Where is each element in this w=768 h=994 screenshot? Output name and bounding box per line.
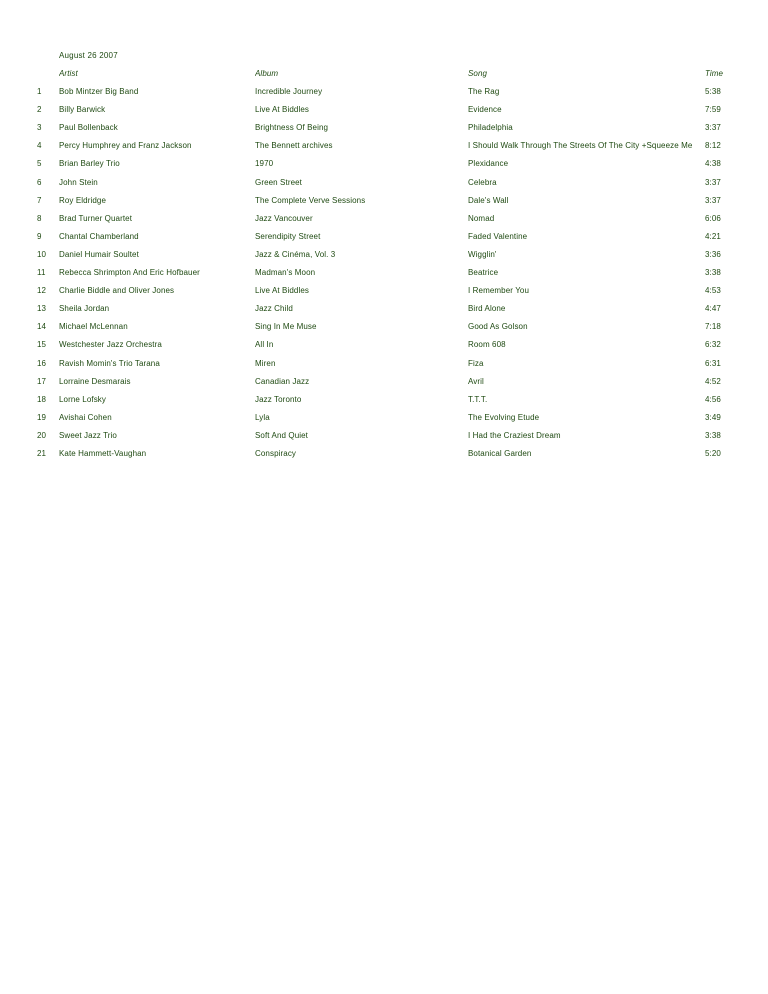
track-song: Bird Alone	[468, 304, 506, 314]
track-artist: Roy Eldridge	[59, 195, 107, 205]
track-album: The Bennett archives	[255, 141, 333, 151]
table-row	[0, 214, 768, 232]
track-song: Fiza	[468, 358, 484, 368]
track-album: Conspiracy	[255, 449, 297, 458]
track-album: Serendipity Street	[255, 231, 321, 241]
track-song: Celebra	[468, 177, 497, 187]
track-album: 1970	[255, 159, 274, 169]
table-row	[0, 286, 768, 304]
table-header	[0, 69, 768, 87]
track-artist: Paul Bollenback	[59, 123, 118, 133]
track-time: 4:53	[705, 286, 721, 296]
track-time: 3:38	[705, 268, 721, 277]
track-time: 3:37	[705, 195, 721, 205]
track-artist: Sweet Jazz Trio	[59, 430, 117, 440]
track-artist: Lorne Lofsky	[59, 394, 107, 404]
track-album: Sing In Me Muse	[255, 322, 317, 332]
track-time: 3:38	[705, 430, 721, 440]
track-song: Wigglin'	[468, 249, 497, 259]
track-album: Jazz Toronto	[255, 394, 302, 404]
track-artist: Chantal Chamberland	[59, 231, 139, 241]
track-number: 10	[37, 249, 47, 259]
track-song: Nomad	[468, 213, 495, 223]
track-song: Avril	[468, 376, 484, 386]
track-number: 14	[37, 322, 47, 332]
table-row	[0, 141, 768, 159]
header-time: Time	[705, 69, 724, 78]
track-artist: Ravish Momin's Trio Tarana	[59, 358, 160, 368]
table-row	[0, 449, 768, 467]
track-number: 6	[37, 177, 42, 187]
track-time: 4:38	[705, 159, 721, 169]
track-song: Evidence	[468, 105, 502, 115]
track-number: 15	[37, 340, 47, 350]
header-artist: Artist	[59, 69, 78, 78]
track-number: 21	[37, 449, 47, 458]
track-artist: Lorraine Desmarais	[59, 376, 131, 386]
table-row	[0, 322, 768, 340]
track-time: 3:37	[705, 123, 721, 133]
track-song: The Rag	[468, 87, 500, 96]
track-album: Canadian Jazz	[255, 376, 310, 386]
track-artist: Kate Hammett-Vaughan	[59, 449, 147, 458]
table-row	[0, 268, 768, 286]
track-number: 16	[37, 358, 47, 368]
track-artist: Percy Humphrey and Franz Jackson	[59, 141, 192, 151]
track-number: 13	[37, 304, 47, 314]
track-album: Brightness Of Being	[255, 123, 329, 133]
table-row	[0, 359, 768, 377]
track-time: 4:52	[705, 376, 721, 386]
track-number: 18	[37, 394, 47, 404]
table-row	[0, 250, 768, 268]
track-album: Green Street	[255, 177, 303, 187]
track-time: 3:36	[705, 249, 721, 259]
track-album: Lyla	[255, 412, 270, 422]
track-number: 2	[37, 105, 42, 115]
track-number: 5	[37, 159, 42, 169]
track-artist: Sheila Jordan	[59, 304, 110, 314]
playlist-date: August 26 2007	[59, 51, 118, 60]
track-number: 20	[37, 430, 47, 440]
track-album: Jazz Child	[255, 304, 293, 314]
track-time: 4:47	[705, 304, 721, 314]
track-song: T.T.T.	[468, 394, 488, 404]
table-row	[0, 232, 768, 250]
track-song: Plexidance	[468, 159, 509, 169]
track-song: Dale's Wall	[468, 195, 509, 205]
track-time: 7:18	[705, 322, 721, 332]
track-song: Faded Valentine	[468, 231, 528, 241]
track-time: 8:12	[705, 141, 721, 151]
track-album: Soft And Quiet	[255, 430, 308, 440]
track-song: Room 608	[468, 340, 506, 350]
track-time: 4:56	[705, 394, 721, 404]
track-song: The Evolving Etude	[468, 412, 540, 422]
table-row	[0, 340, 768, 358]
track-number: 17	[37, 376, 47, 386]
track-time: 6:06	[705, 213, 721, 223]
track-artist: Brian Barley Trio	[59, 159, 120, 169]
track-artist: John Stein	[59, 177, 98, 187]
track-album: Live At Biddles	[255, 286, 309, 296]
track-artist: Charlie Biddle and Oliver Jones	[59, 286, 175, 296]
track-artist: Westchester Jazz Orchestra	[59, 340, 162, 350]
track-artist: Brad Turner Quartet	[59, 213, 133, 223]
table-row	[0, 105, 768, 123]
track-song: Good As Golson	[468, 322, 528, 332]
track-number: 19	[37, 412, 47, 422]
track-album: Live At Biddles	[255, 105, 309, 115]
table-row	[0, 431, 768, 449]
track-time: 7:59	[705, 105, 721, 115]
track-time: 4:21	[705, 231, 721, 241]
track-song: Botanical Garden	[468, 449, 532, 458]
track-artist: Daniel Humair Soultet	[59, 249, 139, 259]
track-time: 5:38	[705, 87, 721, 96]
header-album: Album	[255, 69, 279, 78]
track-artist: Bob Mintzer Big Band	[59, 87, 139, 96]
table-row	[0, 395, 768, 413]
track-time: 3:37	[705, 177, 721, 187]
track-album: All In	[255, 340, 274, 350]
table-row	[0, 123, 768, 141]
track-number: 11	[37, 268, 46, 277]
track-number: 4	[37, 141, 42, 151]
track-time: 6:32	[705, 340, 721, 350]
track-number: 3	[37, 123, 42, 133]
track-song: I Had the Craziest Dream	[468, 430, 561, 440]
track-number: 8	[37, 213, 42, 223]
track-number: 12	[37, 286, 47, 296]
track-album: Jazz & Cinéma, Vol. 3	[255, 249, 336, 259]
track-album: The Complete Verve Sessions	[255, 195, 366, 205]
table-row	[0, 178, 768, 196]
track-album: Jazz Vancouver	[255, 213, 313, 223]
track-artist: Billy Barwick	[59, 105, 106, 115]
table-row	[0, 87, 768, 105]
table-row	[0, 196, 768, 214]
track-artist: Avishai Cohen	[59, 412, 112, 422]
track-album: Madman's Moon	[255, 268, 316, 277]
track-song: I Remember You	[468, 286, 529, 296]
track-number: 7	[37, 195, 42, 205]
track-time: 6:31	[705, 358, 721, 368]
track-album: Miren	[255, 358, 276, 368]
table-row	[0, 377, 768, 395]
track-number: 9	[37, 231, 42, 241]
track-song: Beatrice	[468, 268, 499, 277]
track-time: 3:49	[705, 412, 721, 422]
header-song: Song	[468, 69, 488, 78]
track-album: Incredible Journey	[255, 87, 323, 96]
track-number: 1	[37, 87, 42, 96]
track-artist: Rebecca Shrimpton And Eric Hofbauer	[59, 268, 200, 277]
track-artist: Michael McLennan	[59, 322, 128, 332]
table-row	[0, 413, 768, 431]
track-song: Philadelphia	[468, 123, 513, 133]
table-row	[0, 304, 768, 322]
track-time: 5:20	[705, 449, 721, 458]
table-row	[0, 159, 768, 177]
track-song: I Should Walk Through The Streets Of The City +Squeeze Me	[468, 141, 693, 151]
